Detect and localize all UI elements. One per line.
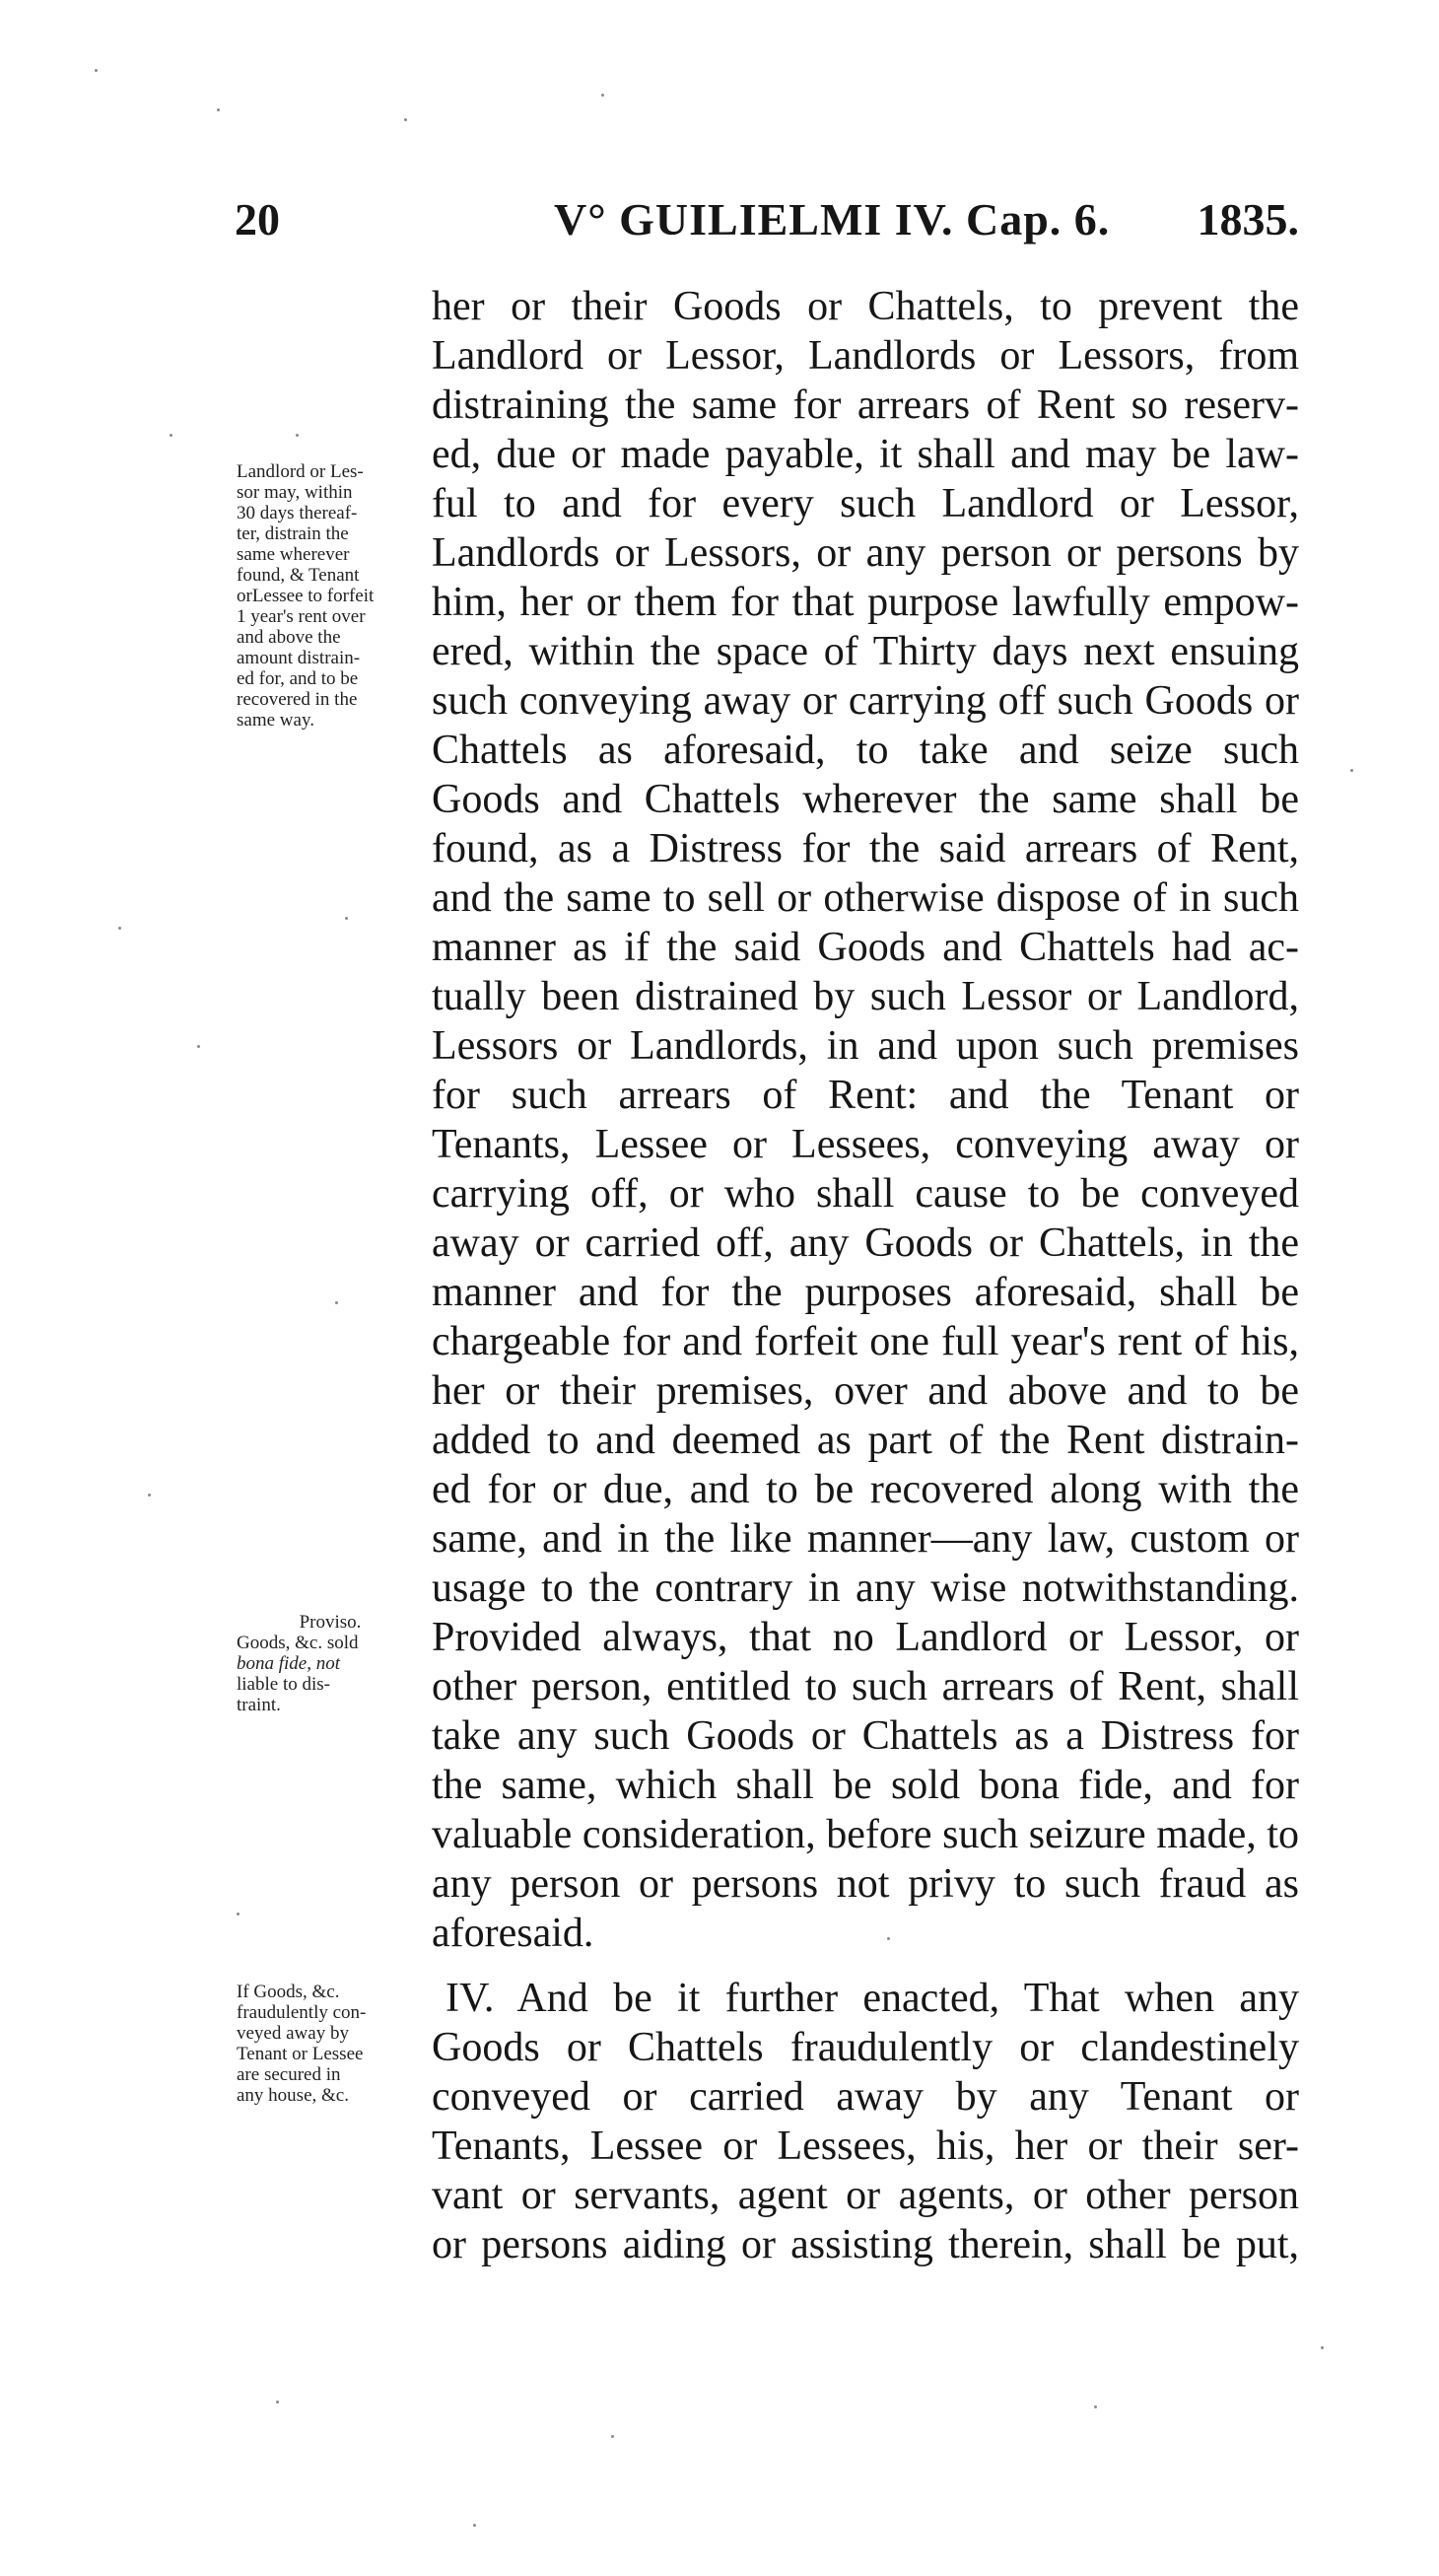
year-label: 1835. bbox=[1197, 194, 1299, 244]
note-line: Tenant or Lessee bbox=[237, 2044, 364, 2064]
text-line: her or their Goods or Chattels, to prevent the bbox=[432, 284, 1299, 329]
note-line: amount distrain- bbox=[237, 648, 361, 668]
scan-speck bbox=[276, 2401, 279, 2403]
note-line: fraudulently con- bbox=[237, 2002, 367, 2023]
note-line: traint. bbox=[237, 1695, 281, 1715]
text-line: distraining the same for arrears of Rent so reserv- bbox=[432, 383, 1299, 428]
text-line: Tenants, Lessee or Lessees, conveying away or bbox=[432, 1122, 1299, 1167]
text-line: for such arrears of Rent: and the Tenant or bbox=[432, 1073, 1299, 1118]
page-number: 20 bbox=[235, 194, 280, 244]
note-line: found, & Tenant bbox=[237, 565, 360, 586]
scan-speck bbox=[601, 94, 604, 97]
text-line: take any such Goods or Chattels as a Distress for bbox=[432, 1713, 1299, 1759]
scan-speck bbox=[345, 917, 348, 920]
text-line: the same, which shall be sold bona fide, and for bbox=[432, 1763, 1299, 1808]
note-line: bona fide, not bbox=[237, 1653, 341, 1674]
text-line: aforesaid. bbox=[432, 1911, 594, 1956]
text-line: IV. And be it further enacted, That when any bbox=[445, 1976, 1299, 2021]
text-line: Chattels as aforesaid, to take and seize such bbox=[432, 728, 1299, 773]
text-line: manner and for the purposes aforesaid, shall be bbox=[432, 1270, 1299, 1315]
running-header bbox=[229, 193, 1299, 252]
note-line: any house, &c. bbox=[237, 2085, 349, 2106]
text-line: conveyed or carried away by any Tenant or bbox=[432, 2074, 1299, 2120]
note-line: orLessee to forfeit bbox=[237, 586, 375, 606]
scan-speck bbox=[1321, 2346, 1324, 2349]
scan-speck bbox=[473, 2524, 476, 2527]
running-title: V° GUILIELMI IV. Cap. 6. bbox=[554, 194, 1111, 244]
text-line: usage to the contrary in any wise notwithstanding. bbox=[432, 1566, 1299, 1611]
text-line: manner as if the said Goods and Chattels had ac- bbox=[432, 925, 1299, 970]
text-line: valuable consideration, before such seizure made, to bbox=[432, 1812, 1299, 1857]
margin-note-proviso bbox=[237, 1612, 424, 1715]
text-line: away or carried off, any Goods or Chattels, in the bbox=[432, 1220, 1299, 1266]
text-line: or persons aiding or assisting therein, shall be put, bbox=[432, 2222, 1299, 2267]
note-line: same way. bbox=[237, 710, 314, 731]
note-line: 1 year's rent over bbox=[237, 606, 366, 627]
scan-speck bbox=[1094, 2405, 1097, 2408]
note-line: Landlord or Les- bbox=[237, 461, 364, 482]
text-line: Goods or Chattels fraudulently or clandestinely bbox=[432, 2025, 1299, 2070]
text-line: Provided always, that no Landlord or Lessor, or bbox=[432, 1615, 1299, 1660]
text-line: Lessors or Landlords, in and upon such premises bbox=[432, 1023, 1299, 1069]
scan-speck bbox=[1350, 769, 1353, 772]
note-line: are secured in bbox=[237, 2064, 341, 2085]
note-line: veyed away by bbox=[237, 2023, 349, 2044]
scan-speck bbox=[887, 1937, 890, 1940]
text-line: and the same to sell or otherwise dispose of in such bbox=[432, 875, 1299, 921]
scan-speck bbox=[148, 1494, 151, 1497]
scan-speck bbox=[197, 1045, 200, 1048]
text-line: any person or persons not privy to such fraud as bbox=[432, 1861, 1299, 1907]
scan-speck bbox=[170, 434, 172, 437]
note-line: same wherever bbox=[237, 544, 350, 565]
margin-note-section-iv bbox=[237, 1982, 424, 2106]
text-line: other person, entitled to such arrears of Rent, shall bbox=[432, 1664, 1299, 1709]
note-line: and above the bbox=[237, 627, 341, 648]
text-line: such conveying away or carrying off such Goods or bbox=[432, 678, 1299, 724]
text-line: found, as a Distress for the said arrears of Rent, bbox=[432, 826, 1299, 871]
text-line: tually been distrained by such Lessor or Landlord, bbox=[432, 974, 1299, 1019]
note-line: recovered in the bbox=[237, 689, 358, 710]
text-line: Landlord or Lessor, Landlords or Lessors, from bbox=[432, 333, 1299, 379]
note-line: Goods, &c. sold bbox=[237, 1633, 359, 1653]
text-line: Goods and Chattels wherever the same shall be bbox=[432, 777, 1299, 822]
text-line: ed for or due, and to be recovered along with the bbox=[432, 1467, 1299, 1512]
text-line: Tenants, Lessee or Lessees, his, her or their ser- bbox=[432, 2123, 1299, 2169]
note-line: ed for, and to be bbox=[237, 668, 359, 689]
text-line: him, her or them for that purpose lawfully empow- bbox=[432, 580, 1299, 625]
text-line: ful to and for every such Landlord or Lessor, bbox=[432, 481, 1299, 526]
section-iv-text bbox=[432, 1974, 1299, 2269]
note-line: ter, distrain the bbox=[237, 523, 349, 544]
scan-speck bbox=[217, 108, 220, 111]
margin-note-distraint bbox=[237, 461, 424, 731]
text-line: ed, due or made payable, it shall and may be law- bbox=[432, 432, 1299, 477]
text-line: ered, within the space of Thirty days next ensuing bbox=[432, 629, 1299, 674]
text-line: her or their premises, over and above and to be bbox=[432, 1368, 1299, 1414]
text-line: chargeable for and forfeit one full year's rent of his, bbox=[432, 1319, 1299, 1364]
note-line: If Goods, &c. bbox=[237, 1982, 340, 2002]
text-line: Landlords or Lessors, or any person or persons by bbox=[432, 530, 1299, 576]
text-line: carrying off, or who shall cause to be conveyed bbox=[432, 1171, 1299, 1217]
scan-speck bbox=[296, 434, 299, 437]
scan-speck bbox=[611, 2435, 614, 2438]
note-line: sor may, within bbox=[237, 482, 353, 503]
scan-speck bbox=[335, 1301, 338, 1304]
scan-speck bbox=[237, 1913, 240, 1915]
text-line: added to and deemed as part of the Rent distrain- bbox=[432, 1418, 1299, 1463]
main-text-block bbox=[432, 282, 1299, 1958]
note-line: 30 days thereaf- bbox=[237, 503, 358, 523]
note-line: Proviso. bbox=[299, 1612, 362, 1633]
scan-speck bbox=[95, 69, 98, 72]
scan-speck bbox=[118, 927, 121, 930]
scan-speck bbox=[404, 118, 407, 121]
text-line: vant or servants, agent or agents, or other person bbox=[432, 2173, 1299, 2218]
text-line: same, and in the like manner—any law, custom or bbox=[432, 1516, 1299, 1562]
note-line: liable to dis- bbox=[237, 1674, 330, 1695]
